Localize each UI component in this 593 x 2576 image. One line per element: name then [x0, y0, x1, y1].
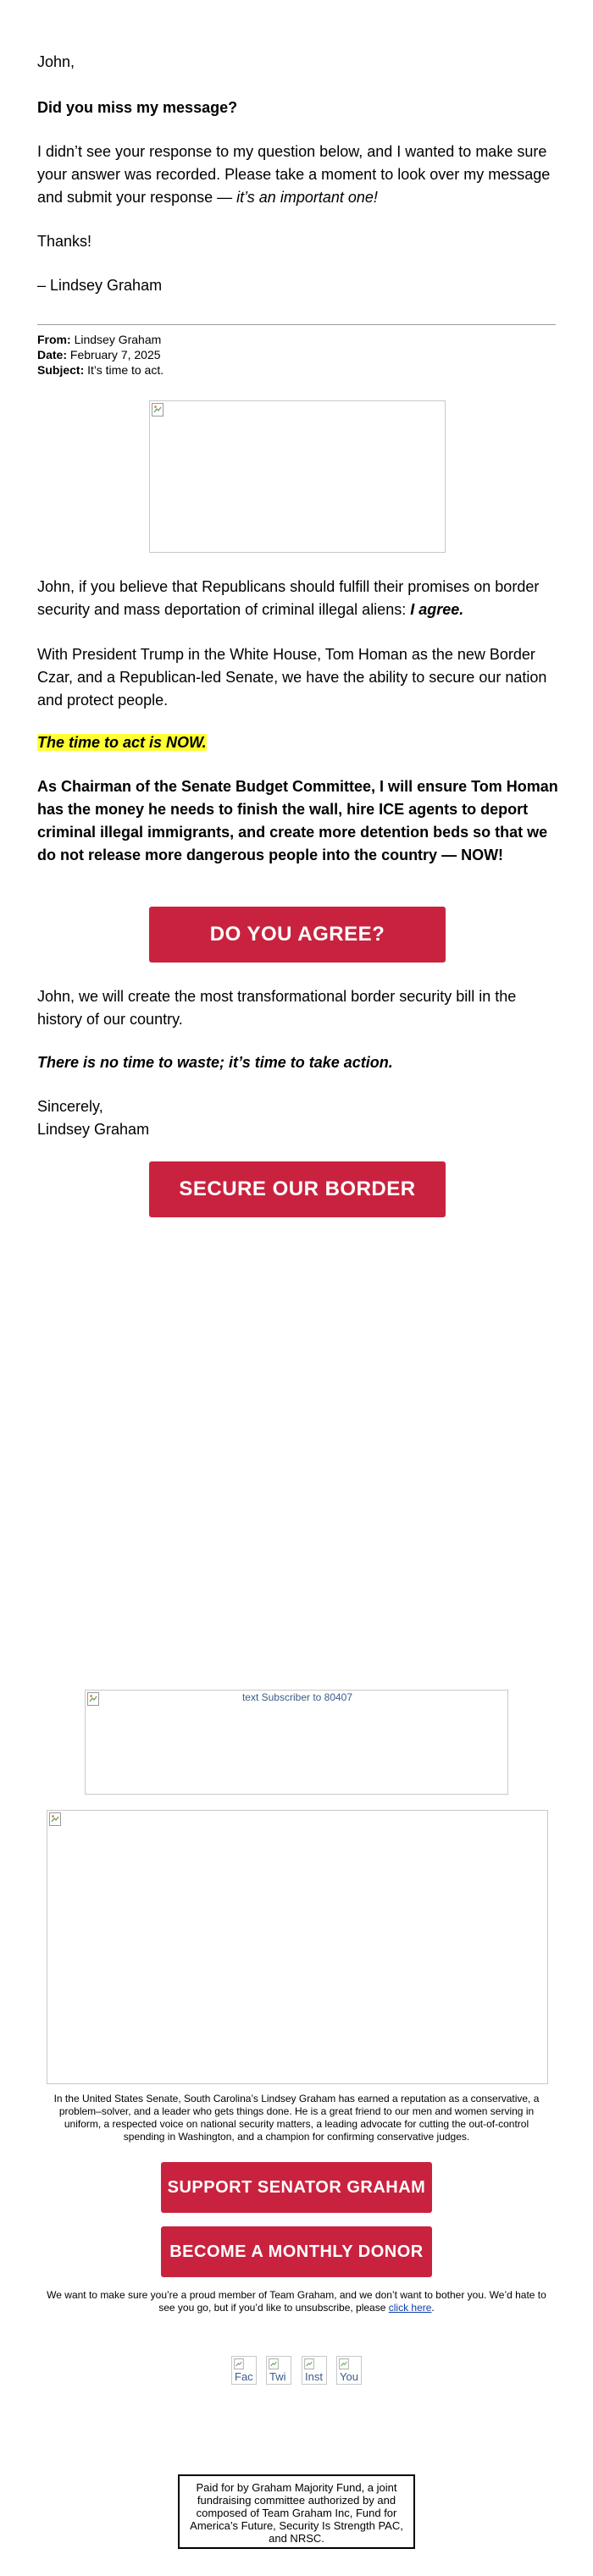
unsubscribe-link[interactable]: click here — [388, 2302, 432, 2314]
youtube-icon[interactable] — [336, 2356, 362, 2385]
facebook-alt: Fac — [235, 2370, 253, 2383]
divider — [37, 324, 556, 325]
message-p5: John, we will create the most transformational border security bill in the history of our country. — [37, 988, 517, 1028]
twitter-icon[interactable] — [266, 2356, 291, 2385]
instagram-alt: Inst — [305, 2370, 323, 2383]
become-monthly-donor-button[interactable]: BECOME A MONTHLY DONOR — [161, 2226, 432, 2277]
message-p1-emphasis: I agree. — [410, 601, 464, 618]
unsubscribe-body: We want to make sure you’re a proud member of Team Graham, and we don’t want to bother you. We’d hate to see you go, but if you’d like to unsubscribe, please — [47, 2289, 546, 2314]
do-you-agree-button[interactable]: DO YOU AGREE? — [149, 907, 446, 963]
message-p1-text: John, if you believe that Republicans should fulfill their promises on border security and mass deportation of criminal illegal aliens: — [37, 578, 540, 618]
date-value: February 7, 2025 — [69, 348, 161, 361]
bio-text: In the United States Senate, South Carolina’s Lindsey Graham has earned a reputation as a conservative, a problem–solver, and a leader who gets things done. He is a great friend to our men and women serving in uniform, a respected voice on national security matters, a leading advocate for cutting the out-of-control spending in Washington, and a champion for confirming conservative judges. — [53, 2093, 540, 2143]
header-image — [149, 400, 446, 553]
subject-label: Subject: — [37, 363, 85, 377]
text-subscriber-alt: text Subscriber to 80407 — [241, 1691, 353, 1703]
instagram-icon[interactable] — [302, 2356, 327, 2385]
from-line — [37, 333, 161, 347]
twitter-alt: Twi — [269, 2370, 286, 2383]
message-p2: With President Trump in the White House, Tom Homan as the new Border Czar, and a Republican-led Senate, we have the ability to secure our nation and protect people. — [37, 646, 547, 709]
intro-body-text: I didn’t see your response to my question below, and I wanted to make sure your answer was recorded. Please take a moment to look over my message and submit your response — — [37, 143, 551, 206]
broken-image-icon — [234, 2358, 244, 2369]
broken-image-icon — [49, 1812, 61, 1826]
greeting: John, — [37, 53, 75, 70]
message-p4: As Chairman of the Senate Budget Committee, I will ensure Tom Homan has the money he needs to finish the wall, hire ICE agents to deport criminal illegal immigrants, and create more detention beds so that we do not release more dangerous people into the country — NOW! — [37, 778, 558, 863]
date-line — [37, 348, 161, 362]
from-value: Lindsey Graham — [74, 333, 162, 346]
closing: Sincerely, — [37, 1098, 103, 1115]
text-subscriber-banner[interactable] — [85, 1690, 508, 1795]
subject-line — [37, 363, 163, 378]
paid-for-disclaimer: Paid for by Graham Majority Fund, a joint fundraising committee authorized by and composed of Team Graham Inc, Fund for America’s Future, Security Is Strength PAC, and NRSC. — [178, 2474, 415, 2549]
subject-value: It’s time to act. — [87, 363, 164, 377]
broken-image-icon — [269, 2358, 279, 2369]
highlighted-callout: The time to act is NOW. — [37, 734, 207, 751]
intro-signature: – Lindsey Graham — [37, 277, 163, 294]
intro-body — [37, 141, 563, 209]
broken-image-icon — [304, 2358, 314, 2369]
secure-our-border-button[interactable]: SECURE OUR BORDER — [149, 1161, 446, 1217]
unsubscribe-end: . — [431, 2302, 435, 2314]
footer-photo — [47, 1810, 548, 2084]
from-label: From: — [37, 333, 71, 346]
unsubscribe-text — [42, 2289, 551, 2314]
youtube-alt: You — [340, 2370, 358, 2383]
broken-image-icon — [339, 2358, 349, 2369]
broken-image-icon — [152, 403, 163, 416]
message-p3 — [37, 731, 563, 754]
intro-body-emphasis: it’s an important one! — [236, 189, 378, 206]
date-label: Date: — [37, 348, 68, 361]
support-senator-graham-button[interactable]: SUPPORT SENATOR GRAHAM — [161, 2162, 432, 2213]
message-p6: There is no time to waste; it’s time to take action. — [37, 1054, 393, 1071]
message-p1 — [37, 576, 563, 621]
thanks-text: Thanks! — [37, 233, 92, 250]
facebook-icon[interactable] — [231, 2356, 257, 2385]
headline: Did you miss my message? — [37, 99, 238, 116]
closing-name: Lindsey Graham — [37, 1121, 150, 1138]
